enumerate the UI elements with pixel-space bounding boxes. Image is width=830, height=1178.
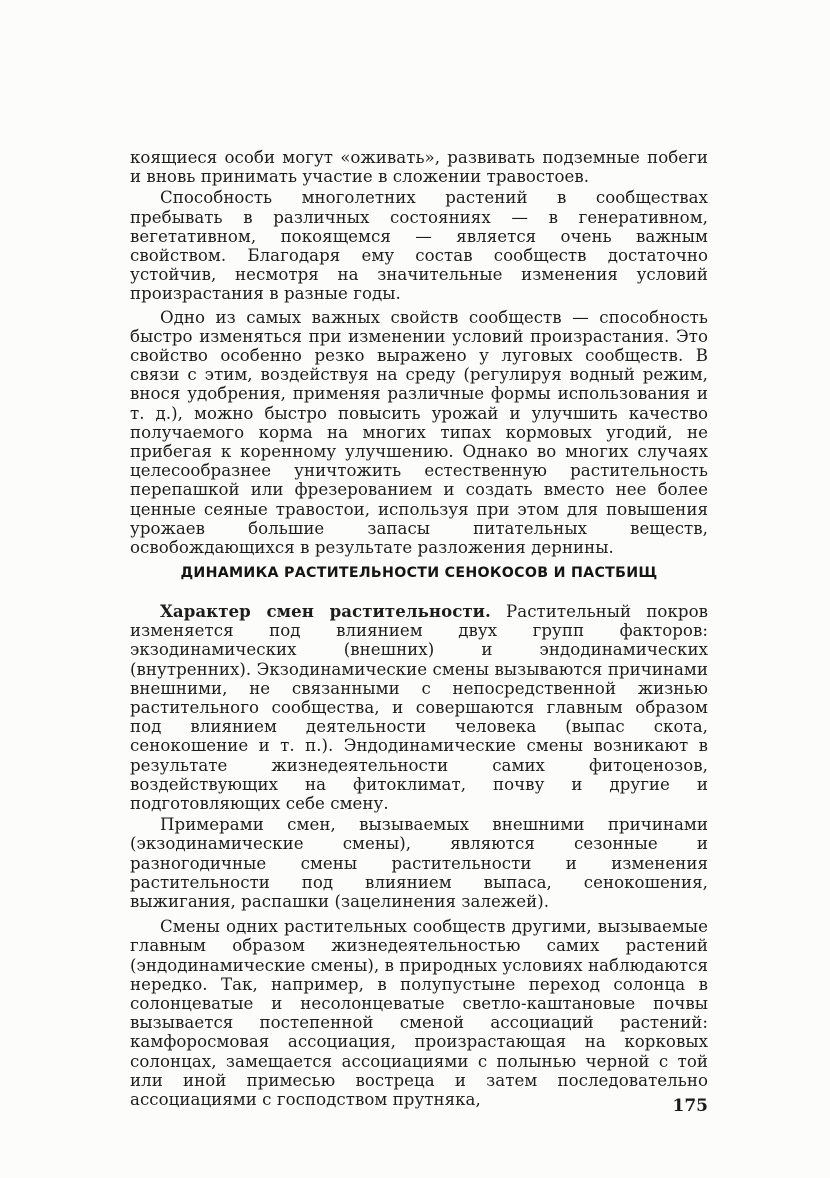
run-in-title: Характер смен растительности. — [160, 601, 491, 621]
text-block-bottom — [130, 602, 708, 1109]
paragraph-continuation: коящиеся особи могут «оживать», развивать подземные побеги и вновь принимать участие в сложении травостоев. — [130, 148, 708, 187]
paragraph-community-change: Одно из самых важных свойств сообществ — способность быстро изменяться при изменении условий произрастания. Это свойство особенно резко выражено у луговых сообществ. В связи с этим, воздействуя на среду (регулируя водный режим, внося удобрения, применяя различные формы использования и т. д.), можно быстро повысить урожай и улучшить качество получаемого корма на многих типах кормовых угодий, не прибегая к коренному улучшению. Однако во многих случаях целесообразнее уничтожить естественную растительность перепашкой или фрезерованием и создать вместо нее более ценные сеяные травостои, используя при этом для повышения урожаев большие запасы питательных веществ, освобождающихся в результате разложения дернины. — [130, 307, 708, 558]
paragraph-perennial-states: Способность многолетних растений в сообществах пребывать в различных состояниях — в генеративном, вегетативном, покоящемся — является очень важным свойством. Благодаря ему состав сообществ достаточно устойчив, несмотря на значительные изменения условий произрастания в разные годы. — [130, 188, 708, 304]
paragraph-change-character-body: Растительный покров изменяется под влиянием двух групп факторов: экзодинамических (внешних) и эндодинамических (внутренних). Экзодинамические смены вызываются причинами внешними, не связанными с непосредственной жизнью растительного сообщества, и совершаются главным образом под влиянием деятельности человека (выпас скота, сенокошение и т. п.). Эндодинамические смены возникают в результате жизнедеятельности самих фитоценозов, воздействующих на фитоклимат, почву и другие и подготовляющих себе смену. — [130, 602, 708, 814]
section-heading: ДИНАМИКА РАСТИТЕЛЬНОСТИ СЕНОКОСОВ И ПАСТБИЩ — [180, 565, 658, 581]
paragraph-endodynamic-examples: Смены одних растительных сообществ другими, вызываемые главным образом жизнедеятельностью самих растений (эндодинамические смены), в природных условиях наблюдаются нередко. Так, например, в полупустыне переход солонца в солонцеватые и несолонцеватые светло-каштановые почвы вызывается постепенной сменой ассоциаций растений: камфоросмовая ассоциация, произрастающая на корковых солонцах, замещается ассоциациями с полынью черной с той или иной примесью востреца и затем последовательно ассоциациями с господством прутняка, — [130, 917, 708, 1110]
paragraph-change-character — [130, 602, 708, 813]
text-block-top — [130, 148, 708, 557]
paragraph-exodynamic-examples: Примерами смен, вызываемых внешними причинами (экзодинамические смены), являются сезонные и разногодичные смены растительности и изменения растительности под влиянием выпаса, сенокошения, выжигания, распашки (зацелинения залежей). — [130, 815, 708, 912]
page-number: 175 — [672, 1096, 708, 1116]
